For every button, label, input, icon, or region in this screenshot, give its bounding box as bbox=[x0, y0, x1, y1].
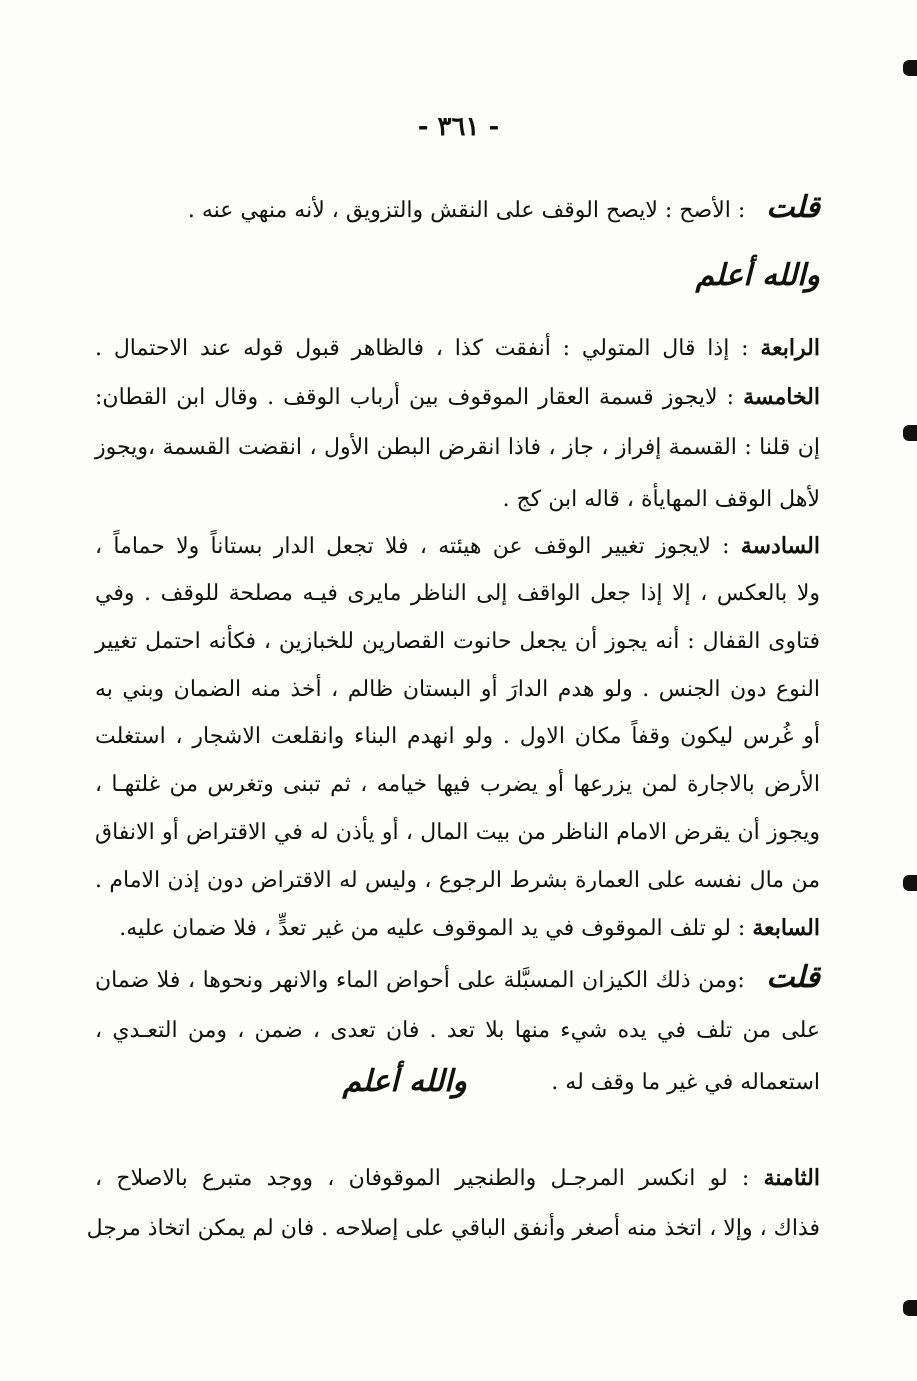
rabia-label: الرابعة bbox=[760, 335, 820, 361]
sabia-text: : لو تلف الموقوف في يد الموقوف عليه من غير تعدٍّ ، فلا ضمان عليه. bbox=[119, 916, 746, 941]
qult-text: : الأصح : لايصح الوقف على النقش والتزويق ، لأنه منهي عنه . bbox=[187, 198, 746, 223]
qult2-text-1: :ومن ذلك الكيزان المسبَّلة على أحواض الماء والانهر ونحوها ، فلا ضمان bbox=[95, 968, 745, 993]
thamina-label: الثامنة bbox=[763, 1165, 820, 1191]
khamisa-line-2: إن قلنا : القسمة إفراز ، جاز ، فاذا انقرض البطن الأول ، انقضت القسمة ،ويجوز bbox=[95, 435, 820, 460]
sadisa-line-7: ويجوز أن يقرض الامام الناظر من بيت المال ، أو يأذن له في الاقتراض أو الانفاق bbox=[95, 820, 820, 845]
edge-mark bbox=[903, 1300, 917, 1316]
khamisa-text-1: : لايجوز قسمة العقار الموقوف بين أرباب الوقف . وقال ابن القطان: bbox=[95, 385, 735, 410]
qult2-line-1 bbox=[95, 960, 820, 996]
sadisa-line-5: أو غُرس ليكون وقفاً مكان الاول . ولو انهدم البناء وانقلعت الاشجار ، استغلت bbox=[95, 724, 820, 749]
thamina-line-2: فذاك ، وإلا ، اتخذ منه أصغر وأنفق الباقي على إصلاحه . فان لم يمكن اتخاذ مرجل bbox=[86, 1216, 820, 1241]
sadisa-text-1: : لايجوز تغيير الوقف عن هيئته ، فلا تجعل الدار بستاناً ولا حماماً ، bbox=[95, 534, 730, 559]
rabia-text: : إذا قال المتولي : أنفقت كذا ، فالظاهر قبول قوله عند الاحتمال . bbox=[95, 336, 749, 361]
sadisa-line-2: ولا بالعكس ، إلا إذا جعل الواقف إلى الناظر مايرى فيـه مصلحة للوقف . وفي bbox=[95, 581, 820, 606]
sadisa-line-1 bbox=[95, 531, 820, 562]
edge-mark bbox=[903, 875, 917, 891]
edge-mark bbox=[903, 425, 917, 441]
sadisa-line-3: فتاوى القفال : أنه يجوز أن يجعل حانوت القصارين للخبازين ، فكأنه احتمل تغيير bbox=[95, 629, 820, 654]
qult-label: قلت bbox=[766, 190, 820, 225]
sadisa-line-6: الأرض بالاجارة لمن يزرعها أو يضرب فيها خيامه ، ثم تبنى وتغرس من غلتهـا ، bbox=[95, 772, 820, 797]
sabia-line bbox=[95, 913, 820, 944]
khamisa-line-3: لأهل الوقف المهايأة ، قاله ابن كج . bbox=[502, 487, 820, 512]
rabia-line bbox=[95, 333, 820, 364]
page-number: - ٣٦١ - bbox=[417, 112, 500, 142]
sadisa-line-4: النوع دون الجنس . ولو هدم الدارَ أو البستان ظالم ، أخذ منه الضمان وبني به bbox=[95, 677, 820, 702]
closing-phrase-2: والله أعلم bbox=[342, 1064, 467, 1099]
qult2-line-3: استعماله في غير ما وقف له . bbox=[551, 1070, 820, 1095]
thamina-text-1: : لو انكسر المرجـل والطنجير الموقوفان ، ووجد متبرع بالاصلاح ، bbox=[95, 1166, 750, 1191]
qult2-line-2: على من تلف في يده شيء منها بلا تعد . فان تعدى ، ضمن ، ومن التعـدي ، bbox=[95, 1018, 820, 1043]
qult2-label: قلت bbox=[766, 960, 820, 995]
thamina-line-1 bbox=[95, 1163, 820, 1194]
sadisa-line-8: من مال نفسه على العمارة بشرط الرجوع ، وليس له الاقتراض دون إذن الامام . bbox=[95, 868, 820, 893]
edge-mark bbox=[903, 60, 917, 76]
khamisa-line-1 bbox=[95, 382, 820, 413]
sadisa-label: السادسة bbox=[740, 533, 820, 559]
sabia-label: السابعة bbox=[752, 915, 820, 941]
khamisa-label: الخامسة bbox=[743, 384, 820, 410]
qult-line-1 bbox=[95, 190, 820, 226]
closing-phrase-1: والله أعلم bbox=[695, 258, 820, 293]
